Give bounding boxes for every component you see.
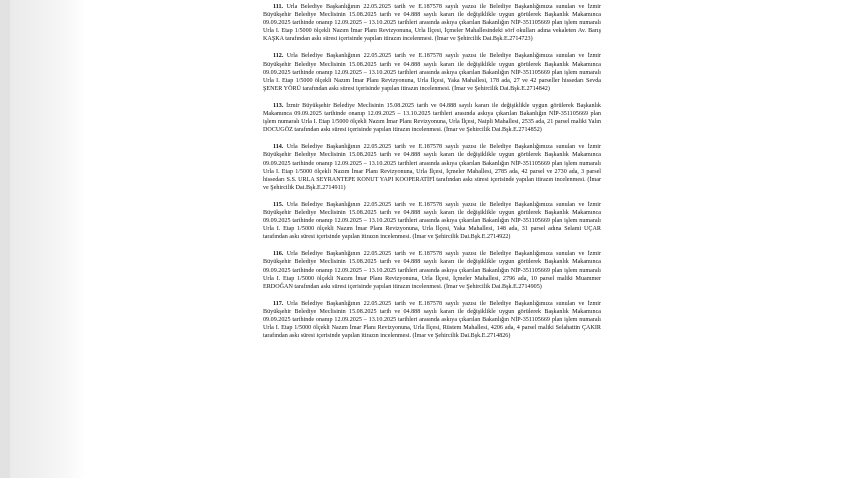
agenda-item-text: Urla Belediye Başkanlığının 22.05.2025 tarih ve E.187578 sayılı yazısı ile Belediye Başkanlığımıza sunulan ve İzmir Büyükşehir Belediye Meclisinin 15.08.2025 tarih ve 04.888 sayılı kararı ile değişiklikle uygun görülerek Başkanlık Makamınca 09.09.2025 tarihinde onanıp 12.09.2025 – 13.10.2025 tarihleri arasında askıya çıkarılan Bakanlığın NİP-351105669 plan işlem numaralı Urla I. Etap 1/5000 ölçekli Nazım İmar Planı Revizyonuna, Urla İlçesi, İçmeler Mahallesi, 2796 ada, 10 parsel maliki Muammer ERDOĞAN tarafından askı süresi içerisinde yapılan itirazın incelenmesi. (İmar ve Şehircilik Dai.Bşk.E.2714905) [263,251,601,290]
agenda-item [263,201,601,241]
agenda-item [263,102,601,134]
agenda-item-number: 111. [273,4,284,10]
agenda-item-text: Urla Belediye Başkanlığının 22.05.2025 tarih ve E.187578 sayılı yazısı ile Belediye Başkanlığımıza sunulan ve İzmir Büyükşehir Belediye Meclisinin 15.08.2025 tarih ve 04.888 sayılı kararı ile değişiklikle uygun görülerek Başkanlık Makamınca 09.09.2025 tarihinde onanıp 12.09.2025 – 13.10.2025 tarihleri arasında askıya çıkarılan Bakanlığın NİP-351105669 plan işlem numaralı Urla I. Etap 1/5000 ölçekli Nazım İmar Planı Revizyonuna, Urla İlçesi, Yaka Mahallesi, 148 ada, 31 parsel adına Selami UÇAR tarafından askı süresi içerisinde yapılan itirazın incelenmesi. (İmar ve Şehircilik Dai.Bşk.E.2714922) [263,201,601,241]
agenda-item-number: 113. [273,102,284,109]
agenda-item-number: 117. [273,300,284,307]
agenda-item [263,143,601,192]
agenda-item-number: 112. [273,53,284,60]
agenda-item-text: Urla Belediye Başkanlığının 22.05.2025 tarih ve E.187578 sayılı yazısı ile Belediye Başkanlığımıza sunulan ve İzmir Büyükşehir Belediye Meclisinin 15.08.2025 tarih ve 04.888 sayılı kararı ile değişiklikle uygun görülerek Başkanlık Makamınca 09.09.2025 tarihinde onanıp 12.09.2025 – 13.10.2025 tarihleri arasında askıya çıkarılan Bakanlığın NİP-351105669 plan işlem numaralı Urla I. Etap 1/5000 ölçekli Nazım İmar Planı Revizyonuna, Urla İlçesi, Yaka Mahallesi, 178 ada, 27 ve 42 parseller hissedarı Sevda ŞENER YÖRÜ tarafından askı süresi içerisinde yapılan itirazın incelenmesi. (İmar ve Şehircilik Dai.Bşk.E.2714842) [263,53,601,92]
agenda-item-number: 115. [273,201,284,208]
scan-binding-edge [0,0,10,478]
agenda-item [263,250,601,290]
agenda-item [263,300,601,340]
agenda-item-number: 116. [273,251,284,258]
agenda-item-number: 114. [273,144,284,151]
scan-edge-shadow [0,0,86,478]
agenda-item [263,3,601,43]
agenda-item-text: Urla Belediye Başkanlığının 22.05.2025 tarih ve E.187578 sayılı yazısı ile Belediye Başkanlığımıza sunulan ve İzmir Büyükşehir Belediye Meclisinin 15.08.2025 tarih ve 04.888 sayılı kararı ile değişiklikle uygun görülerek Başkanlık Makamınca 09.09.2025 tarihinde onanıp 12.09.2025 – 13.10.2025 tarihleri arasında askıya çıkarılan Bakanlığın NİP-351105669 plan işlem numaralı Urla I. Etap 1/5000 ölçekli Nazım İmar Planı Revizyonuna, Urla İlçesi, İçmeler Mahallesi, 2785 ada, 42 parsel ve 2730 ada, 3 parsel hissedarı S.S. URLA SEYRANTEPE KONUT YAPI KOOPERATİFİ tarafından askı süresi içerisinde yapılan itirazın incelenmesi. (İmar ve Şehircilik Dai.Bşk.E.2714911) [263,144,601,191]
agenda-item-text: Urla Belediye Başkanlığının 22.05.2025 tarih ve E.187578 sayılı yazısı ile Belediye Başkanlığımıza sunulan ve İzmir Büyükşehir Belediye Meclisinin 15.08.2025 tarih ve 04.888 sayılı kararı ile değişiklikle uygun görülerek Başkanlık Makamınca 09.09.2025 tarihinde onanıp 12.09.2025 – 13.10.2025 tarihleri arasında askıya çıkarılan Bakanlığın NİP-351105669 plan işlem numaralı Urla I. Etap 1/5000 ölçekli Nazım İmar Planı Revizyonuna, Urla İlçesi, Rüstem Mahallesi, 4206 ada, 4 parsel maliki Selahattin ÇAKIR tarafından askı süresi içerisinde yapılan itirazın incelenmesi. (İmar ve Şehircilik Dai.Bşk.E.2714826) [263,300,601,340]
agenda-item-text: Urla Belediye Başkanlığının 22.05.2025 tarih ve E.187578 sayılı yazısı ile Belediye Başkanlığımıza sunulan ve İzmir Büyükşehir Belediye Meclisinin 15.08.2025 tarih ve 04.888 sayılı kararı ile değişiklikle uygun görülerek Başkanlık Makamınca 09.09.2025 tarihinde onanıp 12.09.2025 – 13.10.2025 tarihleri arasında askıya çıkarılan Bakanlığın NİP-351105669 plan işlem numaralı Urla I. Etap 1/5000 ölçekli Nazım İmar Planı Revizyonuna, Urla İlçesi, İçmeler Mahallesindeki sörf okulları adına vekaleten Av. Barış KAŞKA tarafından askı süresi içerisinde yapılan itirazın incelenmesi. (İmar ve Şehircilik Dai.Bşk.E.2714723) [263,4,601,43]
agenda-text-column [263,3,601,349]
agenda-item-text: İzmir Büyükşehir Belediye Meclisinin 15.08.2025 tarih ve 04.888 sayılı kararı ile değişiklikle uygun görülerek Başkanlık Makamınca 09.09.2025 tarihinde onanıp 12.09.2025 – 13.10.2025 tarihleri arasında askıya çıkarılan Bakanlığın NİP-351105669 plan işlem numaralı Urla I. Etap 1/5000 ölçekli Nazım İmar Planı Revizyonuna, Urla İlçesi, Naipli Mahallesi, 2535 ada, 21 parsel maliki Yalın DOCUGÖZ tarafından askı süresi içerisinde yapılan itirazın incelenmesi. (İmar ve Şehircilik Dai.Bşk.E.2714852) [263,102,601,134]
agenda-item [263,52,601,92]
